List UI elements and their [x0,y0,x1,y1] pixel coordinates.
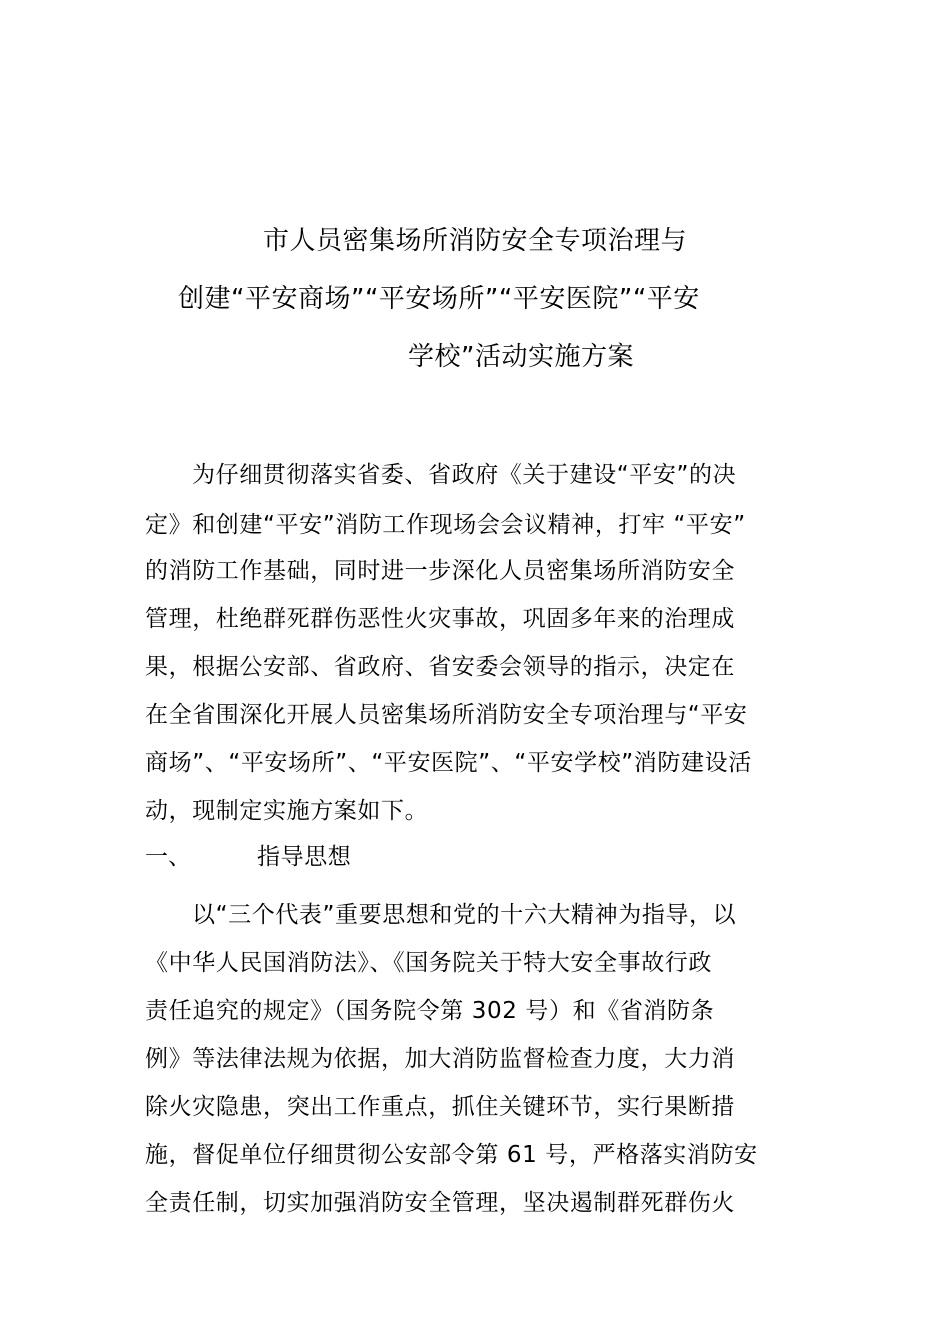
intro-paragraph-line: 商场”、“平安场所”、“平安医院”、“平安学校”消防建设活 [145,750,752,776]
intro-paragraph-line: 在全省围深化开展人员密集场所消防安全专项治理与“平安 [145,702,748,728]
intro-paragraph-line: 果，根据公安部、省政府、省安委会领导的指示，决定在 [145,654,735,680]
intro-paragraph-line: 动，现制定实施方案如下。 [145,798,429,824]
intro-paragraph-line: 管理，杜绝群死群伤恶性火灾事故，巩固多年来的治理成 [145,606,735,632]
section-body-line: 以“三个代表”重要思想和党的十六大精神为指导，以 [192,902,737,928]
section-body-line: 除火灾隐患，突出工作重点，抓住关键环节，实行果断措 [145,1094,735,1120]
section-body-line: 责任追究的规定》（国务院令第 302 号）和《省消防条 [145,998,715,1024]
section-number: 一、 [145,844,191,870]
section-body-line: 全责任制，切实加强消防安全管理，坚决遏制群死群伤火 [145,1190,735,1216]
section-body-line: 施，督促单位仔细贯彻公安部令第 61 号，严格落实消防安 [145,1142,758,1168]
document-title-line-2: 创建“平安商场”“平安场所”“平安医院”“平安 [178,284,700,314]
document-title-line-1: 市人员密集场所消防安全专项治理与 [263,226,688,256]
section-body-line: 例》等法律法规为依据，加大消防监督检查力度，大力消 [145,1046,735,1072]
intro-paragraph-line: 定》和创建“平安”消防工作现场会会议精神，打牢 “平安” [145,512,746,538]
section-heading: 指导思想 [257,844,352,870]
intro-paragraph-line: 的消防工作基础，同时进一步深化人员密集场所消防安全 [145,558,735,584]
document-title-line-3: 学校”活动实施方案 [408,342,634,372]
section-body-line: 《中华人民国消防法》、《国务院关于特大安全事故行政 [145,950,712,976]
intro-paragraph-line: 为仔细贯彻落实省委、省政府《关于建设“平安”的决 [192,462,737,488]
